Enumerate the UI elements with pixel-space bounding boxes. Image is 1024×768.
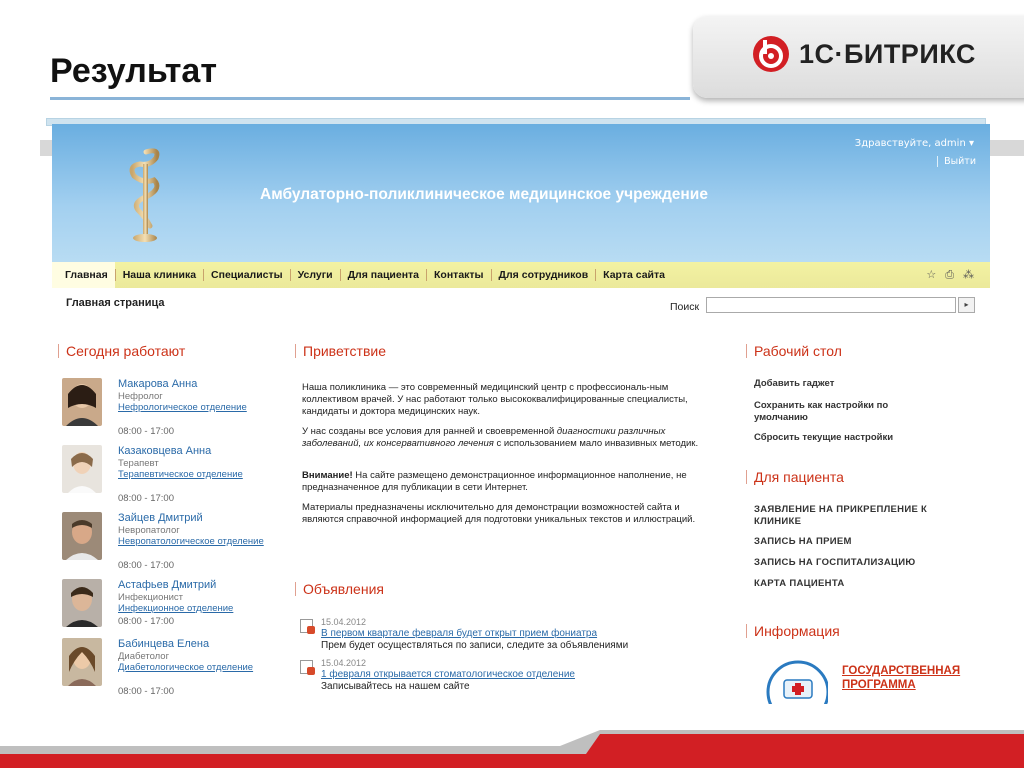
nav-for-staff[interactable]: Для сотрудников [491, 269, 596, 281]
caduceus-icon [120, 144, 170, 244]
document-icon [300, 619, 313, 633]
doctor-card[interactable] [62, 445, 282, 505]
welcome-paragraph [302, 426, 722, 450]
announcement-date: 15.04.2012 [321, 617, 367, 627]
info-heading: Информация [746, 624, 840, 638]
add-gadget-link[interactable]: Добавить гаджет [754, 378, 835, 389]
warning-label: Внимание! [302, 470, 353, 481]
doctor-hours: 08:00 - 17:00 [118, 616, 174, 627]
doctor-department-link[interactable]: Нефрологическое отделение [118, 402, 247, 413]
main-navigation [52, 262, 990, 288]
search-button[interactable]: ▸ [958, 297, 975, 313]
website-screenshot [52, 124, 990, 704]
text-run: У нас созданы все условия для ранней и своевременной [302, 426, 557, 437]
doctor-photo [62, 512, 102, 560]
doctor-card[interactable] [62, 579, 282, 639]
nav-clinic[interactable]: Наша клиника [115, 269, 203, 281]
nav-home[interactable]: Главная [52, 262, 115, 288]
doctor-photo [62, 638, 102, 686]
doctor-photo [62, 378, 102, 426]
nav-specialists[interactable]: Специалисты [203, 269, 290, 281]
desktop-heading: Рабочий стол [746, 344, 842, 358]
doctor-hours: 08:00 - 17:00 [118, 493, 174, 504]
doctor-card[interactable] [62, 512, 282, 572]
doctor-card[interactable] [62, 638, 282, 698]
bottom-decoration [0, 730, 1024, 768]
doctor-department-link[interactable]: Диабетологическое отделение [118, 662, 254, 673]
welcome-paragraph: Наша поликлиника — это современный медицинский центр с профессиональ-ным коллективом врачей. У нас работают только высококвалифицированные специалисты, кандидаты и доктора медицинских наук. [302, 382, 688, 417]
bitrix-logo-icon [751, 34, 791, 74]
doctor-department-link[interactable]: Инфекционное отделение [118, 603, 234, 614]
reset-settings-link[interactable]: Сбросить текущие настройки [754, 432, 894, 443]
welcome-paragraph: Материалы предназначены исключительно для демонстрации возможностей сайта и являются справочной информацией для подготовки уникальных текстов и иллюстраций. [302, 502, 696, 525]
hospitalization-link[interactable]: ЗАПИСЬ НА ГОСПИТАЛИЗАЦИЮ [754, 557, 916, 568]
star-icon[interactable]: ☆ [926, 268, 937, 281]
doctor-name[interactable]: Бабинцева Елена [118, 638, 210, 650]
site-title: Амбулаторно-поликлиническое медицинское учреждение [260, 186, 708, 203]
logout-link[interactable]: Выйти [937, 156, 976, 167]
doctor-name[interactable]: Астафьев Дмитрий [118, 579, 217, 591]
patient-heading: Для пациента [746, 470, 844, 484]
nav-for-patient[interactable]: Для пациента [340, 269, 426, 281]
government-program-link[interactable]: ГОСУДАРСТВЕННАЯ ПРОГРАММА [842, 665, 961, 691]
doctor-hours: 08:00 - 17:00 [118, 426, 174, 437]
announcement-text: Прем будет осуществляться по записи, следите за объявлениями [321, 640, 629, 651]
site-header [52, 124, 990, 262]
nav-sitemap[interactable]: Карта сайта [595, 269, 672, 281]
ambulance-badge-icon [762, 654, 828, 704]
doctor-card[interactable] [62, 378, 282, 438]
user-greeting[interactable]: Здравствуйте, admin ▾ [854, 138, 974, 149]
doctor-role: Терапевт [118, 458, 159, 469]
doctor-department-link[interactable]: Невропатологическое отделение [118, 536, 264, 547]
nav-services[interactable]: Услуги [290, 269, 340, 281]
doctor-hours: 08:00 - 17:00 [118, 686, 174, 697]
slide-title: Результат [50, 52, 217, 90]
doctor-role: Нефролог [118, 391, 163, 402]
doctor-role: Диабетолог [118, 651, 170, 662]
warning-paragraph [302, 470, 722, 494]
welcome-heading: Приветствие [295, 344, 386, 358]
doctor-department-link[interactable]: Терапевтическое отделение [118, 469, 243, 480]
attachment-application-link[interactable]: ЗАЯВЛЕНИЕ НА ПРИКРЕПЛЕНИЕ К КЛИНИКЕ [754, 504, 928, 527]
save-default-settings-link[interactable]: Сохранить как настройки по умолчанию [754, 400, 889, 423]
doctor-name[interactable]: Зайцев Дмитрий [118, 512, 203, 524]
announcement-date: 15.04.2012 [321, 658, 367, 668]
announcement-link[interactable]: В первом квартале февраля будет открыт прием фониатра [321, 628, 598, 639]
announcement-item [300, 658, 720, 696]
today-heading: Сегодня работают [58, 344, 185, 358]
announcement-link[interactable]: 1 февраля открывается стоматологическое отделение [321, 669, 575, 680]
doctor-role: Невропатолог [118, 525, 180, 536]
title-underline [50, 97, 690, 100]
doctor-photo [62, 579, 102, 627]
doctor-name[interactable]: Казаковцева Анна [118, 445, 212, 457]
text-run-italic: диагностики различных заболеваний, их консервативного лечения [302, 426, 666, 449]
logo-text: 1С·БИТРИКС [799, 38, 976, 69]
doctor-role: Инфекционист [118, 592, 184, 603]
patient-card-link[interactable]: КАРТА ПАЦИЕНТА [754, 578, 845, 589]
search-input[interactable] [706, 297, 956, 313]
doctor-name[interactable]: Макарова Анна [118, 378, 198, 390]
print-icon[interactable]: ⎙ [945, 268, 954, 281]
announcement-item [300, 617, 720, 655]
search-label: Поиск [670, 301, 700, 313]
announcement-text: Записывайтесь на нашем сайте [321, 681, 470, 692]
nav-contacts[interactable]: Контакты [426, 269, 491, 281]
sitemap-icon[interactable]: ⁂ [963, 268, 974, 281]
doctor-hours: 08:00 - 17:00 [118, 560, 174, 571]
text-run: На сайте размещено демонстрационное информационное наполнение, не предназначенное для публикации в сети Интернет. [302, 470, 687, 493]
text-run: с использованием мало инвазивных методик. [493, 438, 699, 449]
logo-badge [693, 16, 1024, 98]
nav-tools [926, 268, 974, 282]
doctor-photo [62, 445, 102, 493]
announcements-heading: Объявления [295, 582, 384, 596]
appointment-link[interactable]: ЗАПИСЬ НА ПРИЕМ [754, 536, 852, 547]
document-icon [300, 660, 313, 674]
page-heading: Главная страница [66, 297, 165, 309]
